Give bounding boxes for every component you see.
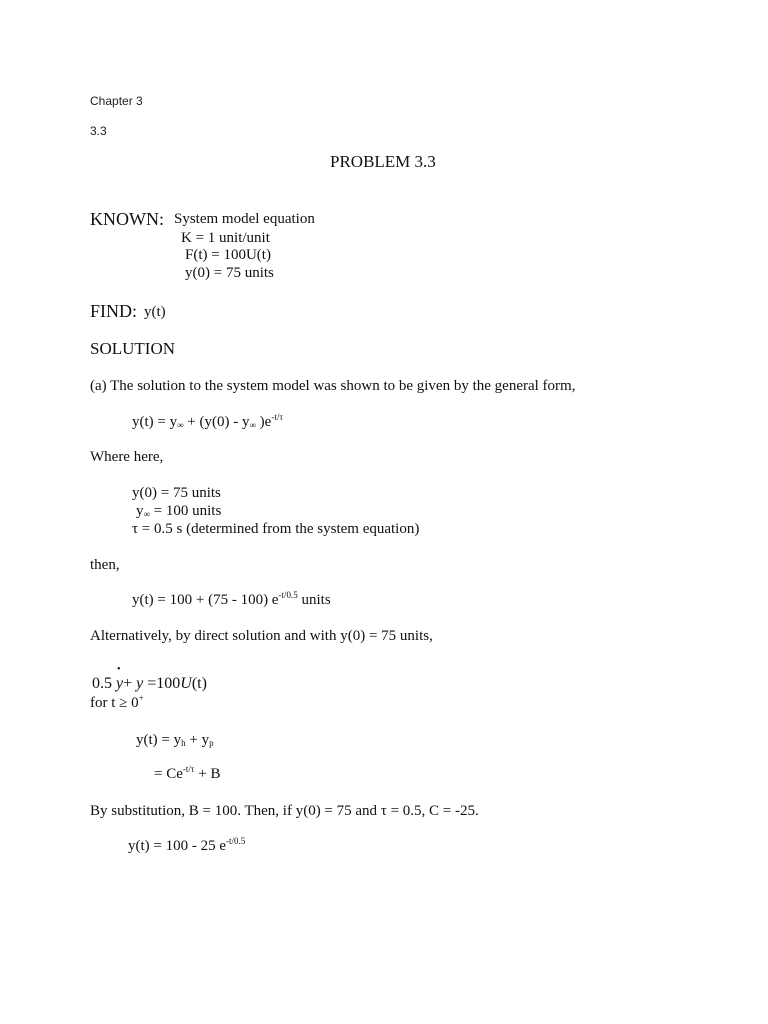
find-label: FIND: [90, 301, 138, 321]
known-label: KNOWN: [90, 209, 164, 229]
known-item: System model equation [174, 211, 315, 227]
known-item: y(0) = 75 units [185, 265, 274, 281]
for-t-condition: for t ≥ 0+ [90, 693, 144, 711]
alternatively-text: Alternatively, by direct solution and with y(0) = 75 units, [90, 628, 433, 644]
yinf-value: $y_\infty = 100$ units [136, 503, 222, 519]
known-item: K = 1 unit/unit [181, 230, 270, 246]
ode-equation: 0.5 y • + y =100U(t) [92, 664, 207, 692]
then-text: then, [90, 557, 120, 573]
section-number: 3.3 [90, 124, 107, 138]
result-equation: y(t) = 100 + (75 - 100) $e^{-t/0.5}$ units [132, 590, 331, 608]
yt-sum-equation: $y(t) = y_h + y_p$ [136, 732, 214, 748]
y0-value: y(0) = 75 units [132, 485, 221, 501]
general-form-equation: $y(t) = y_\infty + (y(0) - y_\infty$ )$e^{-t/\tau}$ [132, 412, 283, 430]
substitution-text: By substitution, B = 100. Then, if y(0) = 75 and τ = 0.5, C = -25. [90, 803, 479, 819]
chapter-label: Chapter 3 [90, 94, 143, 108]
where-here-text: Where here, [90, 449, 164, 465]
solution-intro: (a) The solution to the system model was shown to be given by the general form, [90, 378, 576, 394]
final-equation: y(t) = 100 - 25 $e^{-t/0.5}$ [128, 836, 246, 854]
known-item: F(t) = 100U(t) [185, 247, 271, 263]
ce-equation: = $Ce^{-t/\tau} + B$ [154, 764, 221, 782]
solution-heading: SOLUTION [90, 339, 175, 358]
tau-value: τ = 0.5 s (determined from the system equation) [132, 521, 420, 537]
find-value: y(t) [144, 304, 166, 320]
problem-title: PROBLEM 3.3 [330, 152, 436, 171]
